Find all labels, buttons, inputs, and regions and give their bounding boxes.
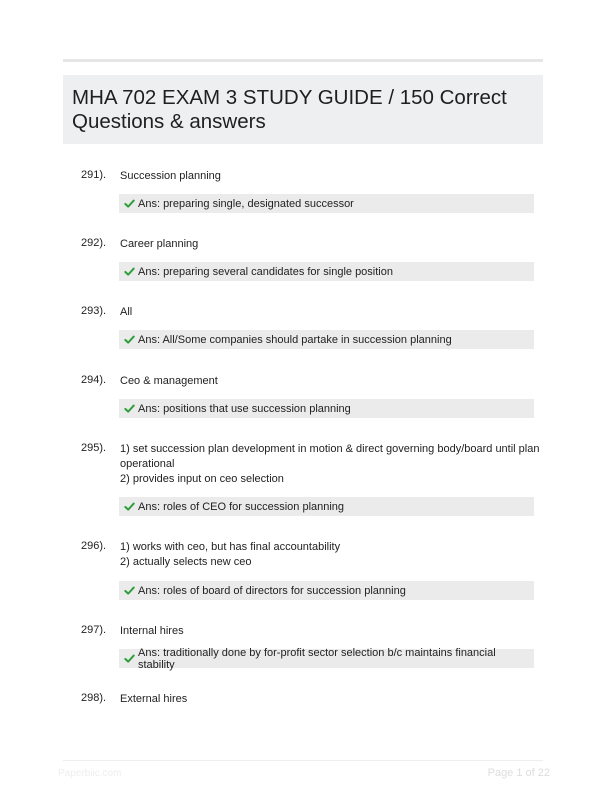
question-number: 295). (81, 442, 107, 454)
answer-box (119, 262, 534, 281)
question-number: 292). (81, 237, 107, 249)
check-icon (124, 501, 135, 512)
check-icon (124, 334, 135, 345)
question-text: Succession planning (120, 170, 221, 182)
answer-box (119, 399, 534, 418)
question-text: 1) set succession plan development in motion & direct governing body/board until plan operational 2) provides input on ceo selection (120, 443, 540, 485)
question-number: 298). (81, 692, 107, 704)
question-number: 293). (81, 305, 107, 317)
question-text: Career planning (120, 238, 199, 250)
answer-box (119, 330, 534, 349)
answer-text: Ans: traditionally done by for-profit sector selection b/c maintains financial stability (138, 646, 496, 671)
question-text: Ceo & management (120, 375, 218, 387)
answer-box (119, 646, 534, 671)
check-icon (124, 198, 135, 209)
answer-box (119, 581, 534, 600)
answer-text: Ans: preparing several candidates for single position (138, 265, 393, 278)
check-icon (124, 653, 135, 664)
answer-box (119, 194, 534, 213)
footer-site: Paperbiic.com (58, 768, 122, 779)
question-text: Internal hires (120, 625, 184, 637)
check-icon (124, 403, 135, 414)
page-indicator: Page 1 of 22 (487, 767, 550, 779)
answer-text: Ans: roles of board of directors for succession planning (138, 584, 406, 597)
question-number: 294). (81, 374, 107, 386)
page-title: MHA 702 EXAM 3 STUDY GUIDE / 150 Correct Questions & answers (72, 86, 507, 133)
question-number: 297). (81, 624, 107, 636)
answer-box (119, 497, 534, 516)
question-number: 291). (81, 169, 107, 181)
question-text: All (120, 306, 133, 318)
question-text: 1) works with ceo, but has final accountability 2) actually selects new ceo (120, 541, 341, 568)
question-number: 296). (81, 540, 107, 552)
footer-divider (63, 760, 543, 761)
answer-text: Ans: All/Some companies should partake in succession planning (138, 333, 452, 346)
check-icon (124, 266, 135, 277)
question-text: External hires (120, 693, 188, 705)
answer-text: Ans: roles of CEO for succession planning (138, 500, 345, 513)
answer-text: Ans: positions that use succession planning (138, 402, 351, 415)
check-icon (124, 585, 135, 596)
answer-text: Ans: preparing single, designated successor (138, 197, 354, 210)
